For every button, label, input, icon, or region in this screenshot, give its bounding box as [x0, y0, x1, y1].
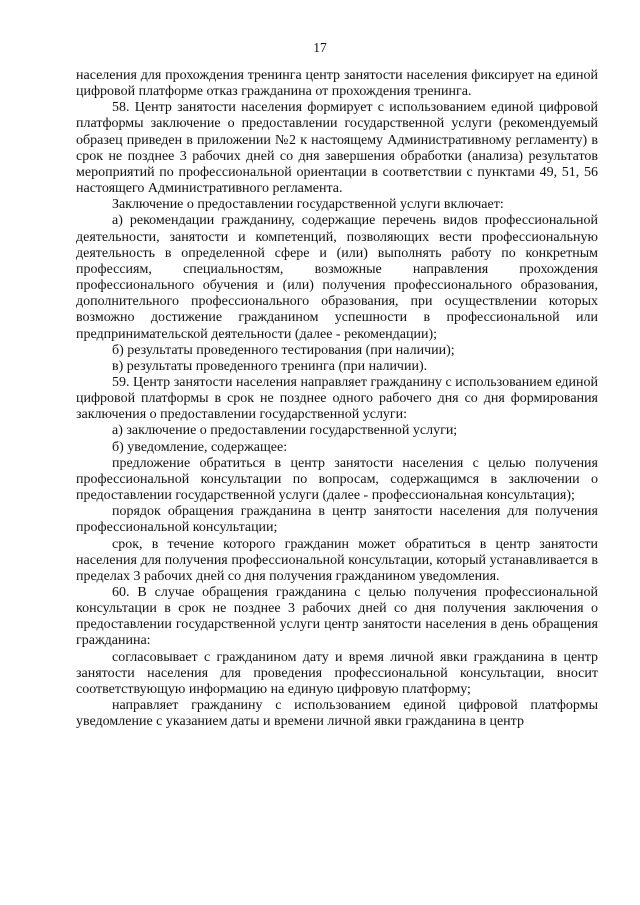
page-number: 17	[313, 40, 327, 55]
paragraph-item-60: 60. В случае обращения гражданина с целью получения профессиональной консультации в срок не позднее 3 рабочих дней со дня получения заключения о предоставлении государственной услуги центр занятости населения в день обращения гражданина:	[76, 585, 598, 649]
paragraph: направляет гражданину с использованием единой цифровой платформы уведомление с указанием даты и времени личной явки гражданина в центр	[76, 698, 598, 730]
document-body	[76, 68, 598, 730]
paragraph-item-59: 59. Центр занятости населения направляет гражданину с использованием единой цифровой платформы в срок не позднее одного рабочего дня со дня формирования заключения о предоставлении государственной услуги:	[76, 374, 598, 423]
paragraph: Заключение о предоставлении государственной услуги включает:	[112, 197, 504, 213]
list-item-b: б) уведомление, содержащее:	[112, 439, 288, 455]
paragraph: срок, в течение которого гражданин может обратиться в центр занятости населения для получения профессиональной консультации, который устанавливается в пределах 3 рабочих дней со дня получения гражданином уведомления.	[76, 536, 598, 584]
paragraph: порядок обращения гражданина в центр занятости населения для получения профессиональной консультации;	[76, 504, 598, 536]
paragraph: населения для прохождения тренинга центр занятости населения фиксирует на единой цифровой платформе отказ гражданина от прохождения тренинга.	[76, 68, 598, 100]
paragraph: согласовывает с гражданином дату и время личной явки гражданина в центр занятости населения для проведения профессиональной консультации, вносит соответствующую информацию на единую цифровую платформу;	[76, 649, 598, 697]
list-item-a: а) заключение о предоставлении государственной услуги;	[112, 423, 458, 439]
list-item-v: в) результаты проведенного тренинга (при наличии).	[112, 358, 428, 374]
paragraph-item-58: 58. Центр занятости населения формирует с использованием единой цифровой платформы заключение о предоставлении государственной услуги (рекомендуемый образец приведен в приложении №2 к настоящему Административному регламенту) в срок не позднее 3 рабочих дней со дня завершения обработки (анализа) результатов мероприятий по профессиональной ориентации в соответствии с пунктами 49, 51, 56 настоящего Административного регламента.	[76, 100, 598, 197]
list-item-a: а) рекомендации гражданину, содержащие перечень видов профессиональной деятельности, занятости и компетенций, позволяющих вести профессиональную деятельность в определенной сфере и (или) выполнять работу по конкретным профессиям, специальностям, возможные направления прохождения профессионального обучения и (или) получения профессионального образования, дополнительного профессионального образования, при осуществлении которых возможно достижение гражданином успешности в профессиональной или предпринимательской деятельности (далее - рекомендации);	[76, 213, 598, 342]
paragraph: предложение обратиться в центр занятости населения с целью получения профессиональной консультации по вопросам, содержащимся в заключении о предоставлении государственной услуги (далее - профессиональная консультация);	[76, 455, 598, 504]
list-item-b: б) результаты проведенного тестирования (при наличии);	[112, 342, 455, 358]
